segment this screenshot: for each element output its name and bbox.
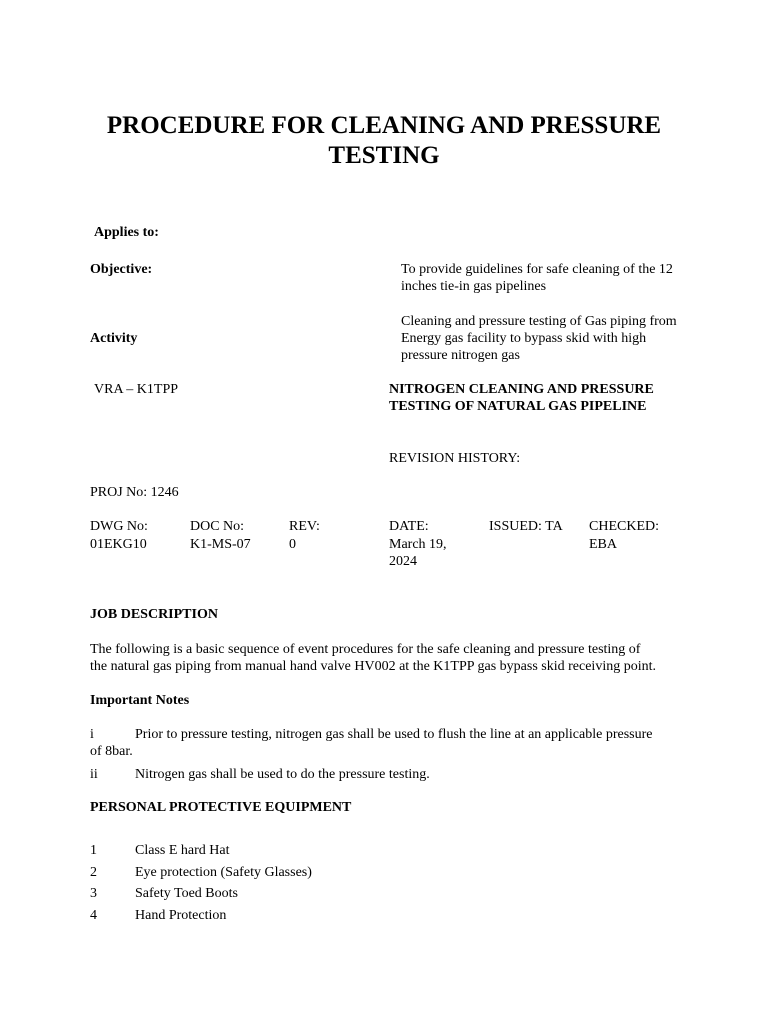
dwg-no-label: DWG No: xyxy=(90,519,148,534)
ppe-item-text: Eye protection (Safety Glasses) xyxy=(135,865,312,880)
dwg-no-value: 01EKG10 xyxy=(90,537,147,552)
rev-label: REV: xyxy=(289,519,320,534)
rev-value: 0 xyxy=(289,537,296,552)
revision-history-label: REVISION HISTORY: xyxy=(389,451,521,466)
ppe-item-text: Class E hard Hat xyxy=(135,843,230,858)
note-text-line-1: Nitrogen gas shall be used to do the pressure testing. xyxy=(135,767,430,782)
document-title-line-2: TESTING xyxy=(328,142,440,169)
activity-text-line-3: pressure nitrogen gas xyxy=(401,348,520,363)
objective-text-line-1: To provide guidelines for safe cleaning of the 12 xyxy=(401,262,673,277)
activity-text-line-2: Energy gas facility to bypass skid with high xyxy=(401,331,647,346)
doc-no-value: K1-MS-07 xyxy=(190,537,251,552)
job-description-line-2: the natural gas piping from manual hand valve HV002 at the K1TPP gas bypass skid receiving point. xyxy=(90,659,656,674)
site-name: VRA – K1TPP xyxy=(94,382,179,397)
date-value-line-2: 2024 xyxy=(389,554,417,569)
ppe-item-number: 2 xyxy=(90,865,97,880)
job-description-heading: JOB DESCRIPTION xyxy=(90,607,218,622)
doc-title-line-2: TESTING OF NATURAL GAS PIPELINE xyxy=(389,399,647,414)
applies-to-label: Applies to: xyxy=(94,225,159,240)
ppe-item-text: Hand Protection xyxy=(135,908,227,923)
checked-label: CHECKED: xyxy=(589,519,659,534)
objective-text-line-2: inches tie-in gas pipelines xyxy=(401,279,547,294)
document-title-line-1: PROCEDURE FOR CLEANING AND PRESSURE xyxy=(106,112,662,139)
activity-text-line-1: Cleaning and pressure testing of Gas piping from xyxy=(401,314,677,329)
ppe-item-number: 1 xyxy=(90,843,97,858)
important-notes-heading: Important Notes xyxy=(90,693,190,708)
note-number: ii xyxy=(90,767,98,782)
note-text-line-1: Prior to pressure testing, nitrogen gas shall be used to flush the line at an applicable pressure xyxy=(135,727,653,742)
doc-no-label: DOC No: xyxy=(190,519,245,534)
ppe-item-number: 3 xyxy=(90,886,97,901)
date-label: DATE: xyxy=(389,519,429,534)
date-value-line-1: March 19, xyxy=(389,537,447,552)
checked-value: EBA xyxy=(589,537,617,552)
project-number: PROJ No: 1246 xyxy=(90,485,179,500)
ppe-item-number: 4 xyxy=(90,908,97,923)
note-number: i xyxy=(90,727,94,742)
note-text-line-2: of 8bar. xyxy=(90,744,133,759)
doc-title-line-1: NITROGEN CLEANING AND PRESSURE xyxy=(389,382,654,397)
objective-label: Objective: xyxy=(90,262,153,277)
issued-by: ISSUED: TA xyxy=(489,519,563,534)
activity-label: Activity xyxy=(90,331,138,346)
ppe-heading: PERSONAL PROTECTIVE EQUIPMENT xyxy=(90,800,352,815)
ppe-item-text: Safety Toed Boots xyxy=(135,886,238,901)
job-description-line-1: The following is a basic sequence of event procedures for the safe cleaning and pressure testing of xyxy=(90,642,641,657)
